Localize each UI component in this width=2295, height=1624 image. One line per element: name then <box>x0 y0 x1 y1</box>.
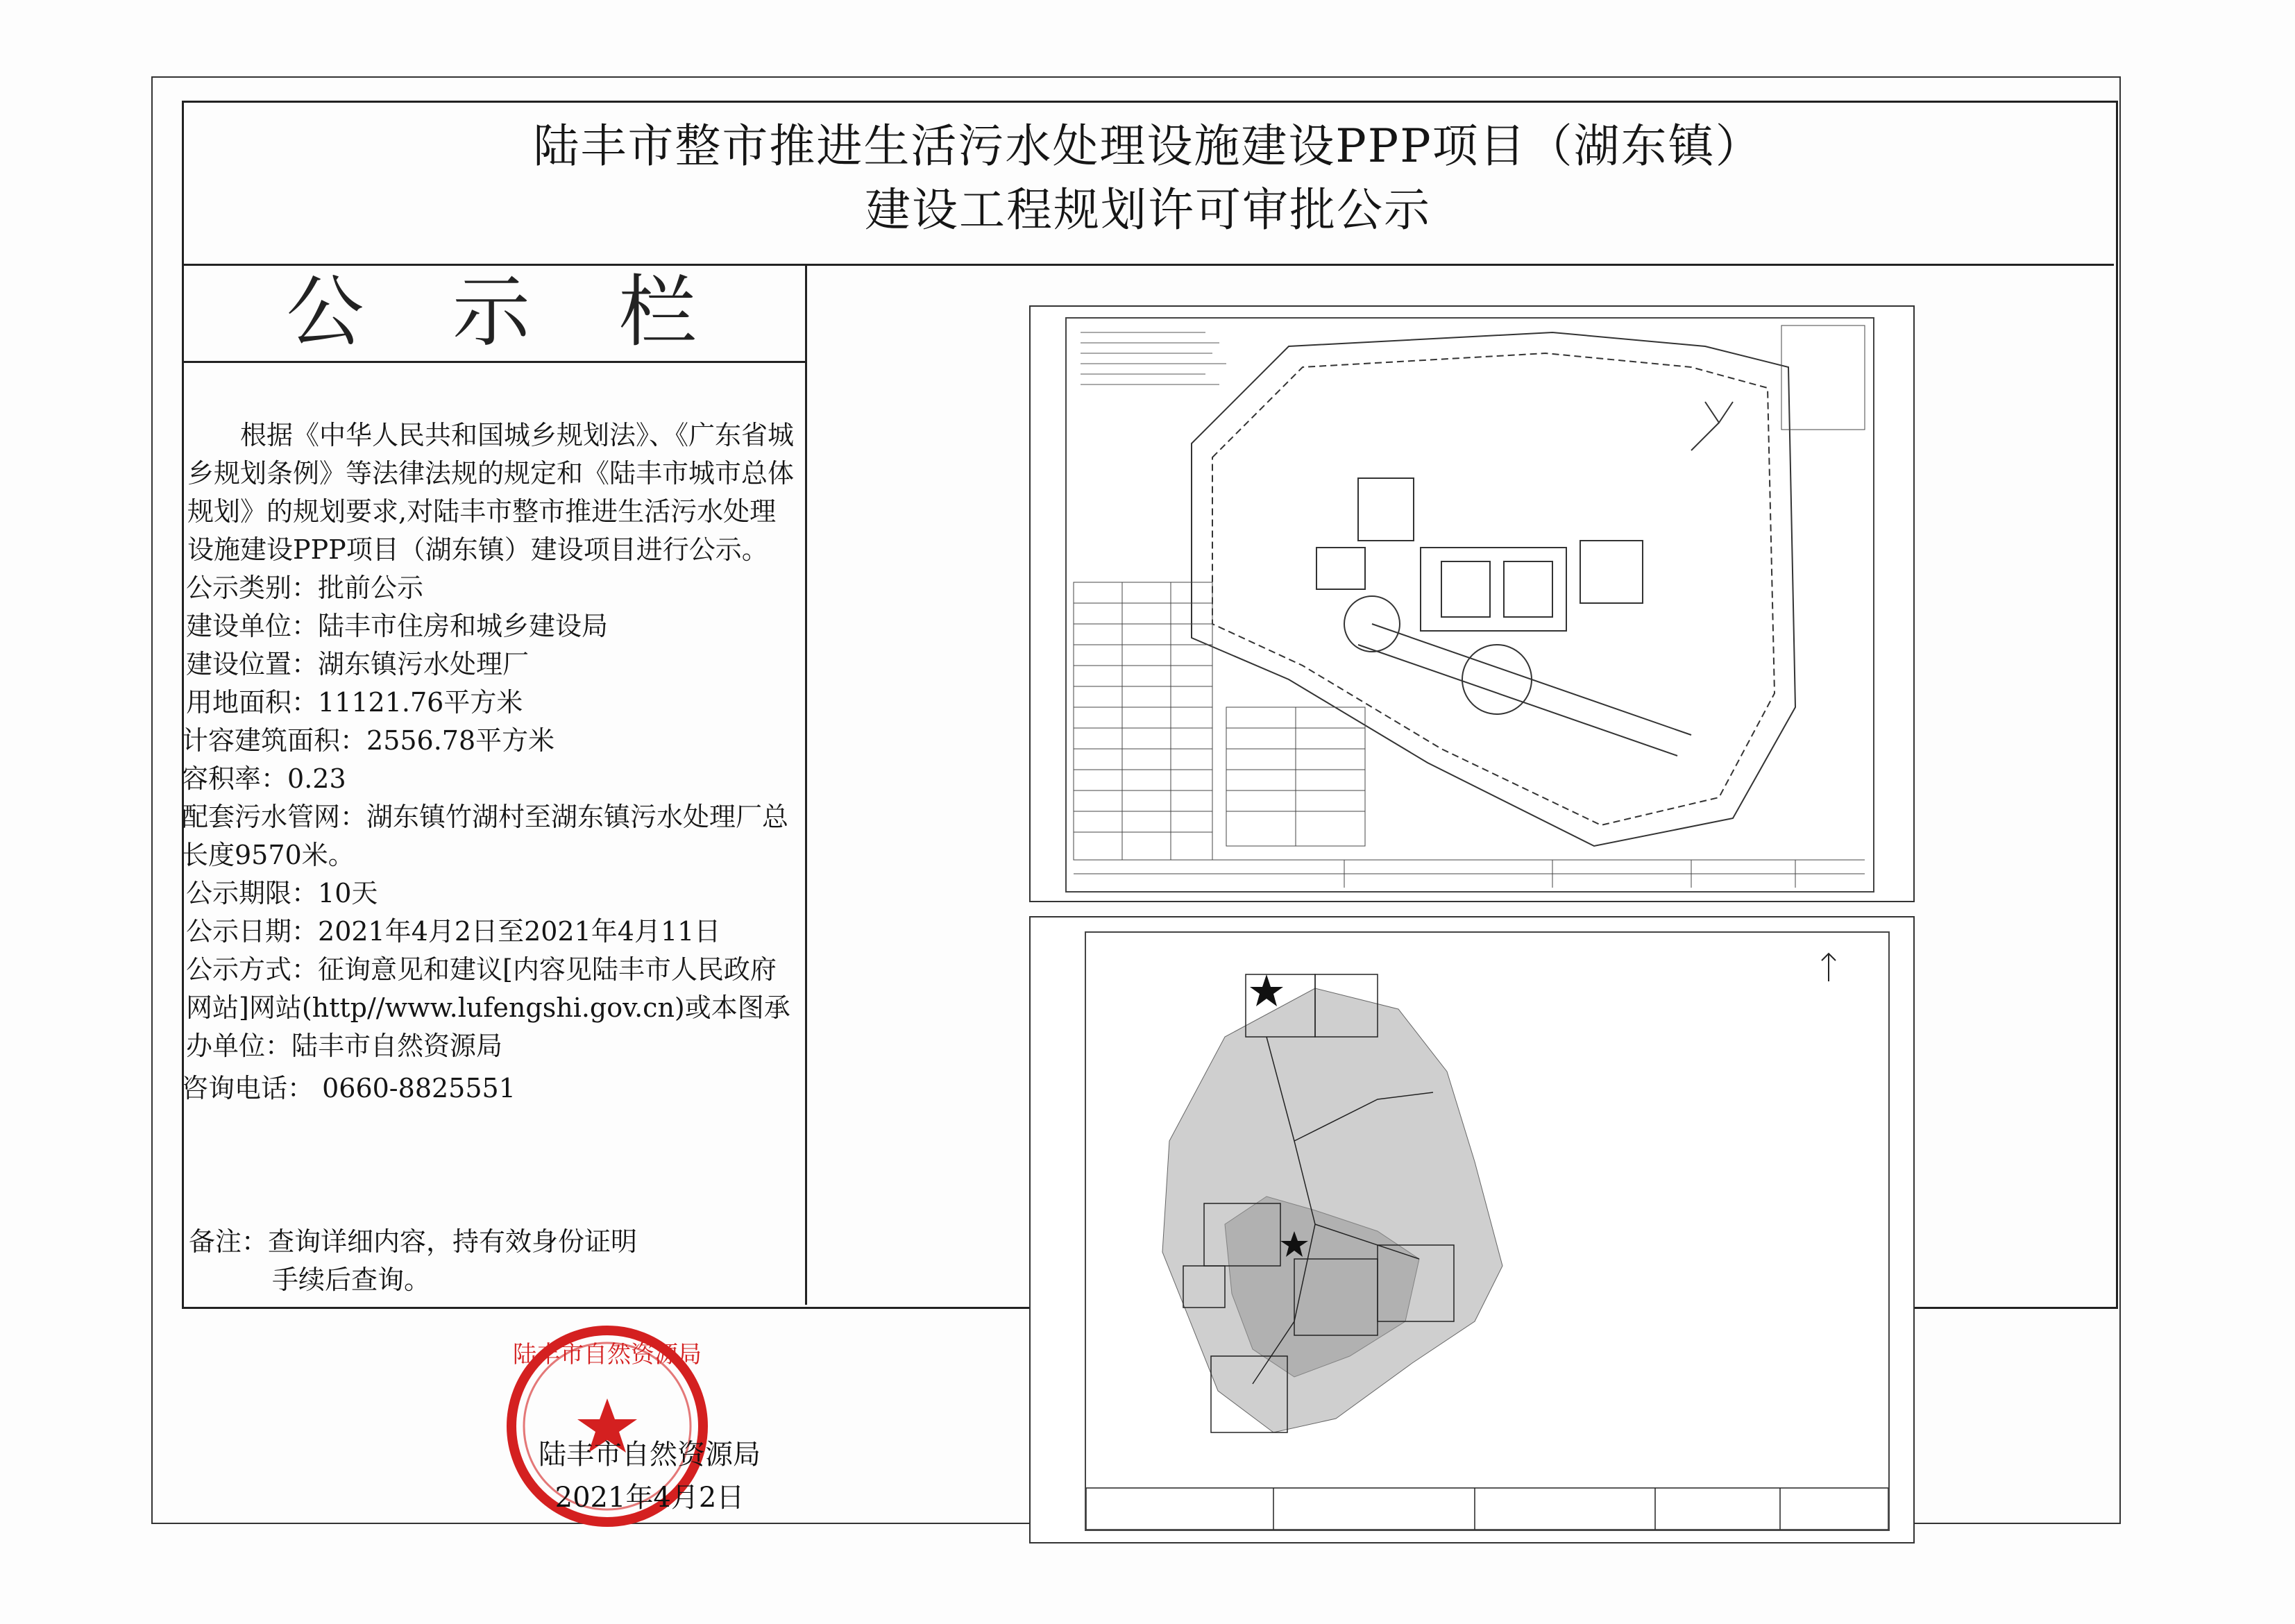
board-heading-box <box>182 264 805 363</box>
remarks <box>189 1223 637 1299</box>
field-floor-area: 计容建筑面积：2556.78平方米 <box>182 725 555 756</box>
network-plan-drawing <box>1029 916 1915 1543</box>
field-dates: 公示日期：2021年4月2日至2021年4月11日 <box>186 916 721 947</box>
title-line-1: 陆丰市整市推进生活污水处理设施建设PPP项目（湖东镇） <box>533 119 1763 173</box>
field-category: 公示类别：批前公示 <box>186 573 424 603</box>
field-far: 容积率：0.23 <box>182 763 346 794</box>
field-location: 建设位置：湖东镇污水处理厂 <box>186 649 530 679</box>
notice-body <box>182 416 806 1108</box>
network-plan-frame <box>1085 931 1890 1531</box>
site-plan-drawing <box>1029 305 1915 902</box>
field-phone: 咨询电话： 0660-8825551 <box>182 1073 516 1103</box>
remarks-label: 备注： <box>189 1226 269 1257</box>
field-builder: 建设单位：陆丰市住房和城乡建设局 <box>186 611 609 641</box>
svg-text:陆丰市自然资源局: 陆丰市自然资源局 <box>513 1341 702 1369</box>
title-line-2: 建设工程规划许可审批公示 <box>865 183 1431 237</box>
site-plan-graphic <box>1067 319 1873 891</box>
title-block <box>182 101 2114 266</box>
field-pipe-network: 配套污水管网：湖东镇竹湖村至湖东镇污水处理厂总长度9570米。 <box>182 802 789 870</box>
signature-org: 陆丰市自然资源局 <box>539 1439 761 1471</box>
remarks-line-2: 手续后查询。 <box>272 1264 431 1295</box>
remarks-line-1: 查询详细内容，持有效身份证明 <box>268 1226 638 1257</box>
board-heading: 公 示 栏 <box>286 267 729 357</box>
signature-date: 2021年4月2日 <box>554 1482 745 1514</box>
signature-block <box>525 1433 774 1519</box>
intro-paragraph: 根据《中华人民共和国城乡规划法》、《广东省城乡规划条例》等法律法规的规定和《陆丰市城市总体规划》的规划要求,对陆丰市整市推进生活污水处理设施建设PPP项目（湖东镇）建设项目进行公示。 <box>187 420 795 565</box>
field-period: 公示期限：10天 <box>186 878 378 908</box>
network-plan-graphic <box>1086 933 1888 1530</box>
site-plan-frame <box>1065 317 1874 893</box>
field-method: 公示方式：征询意见和建议[内容见陆丰市人民政府网站]网站(http//www.lufengshi.gov.cn)或本图承办单位：陆丰市自然资源局 <box>186 954 790 1061</box>
field-land-area: 用地面积：11121.76平方米 <box>186 687 523 718</box>
